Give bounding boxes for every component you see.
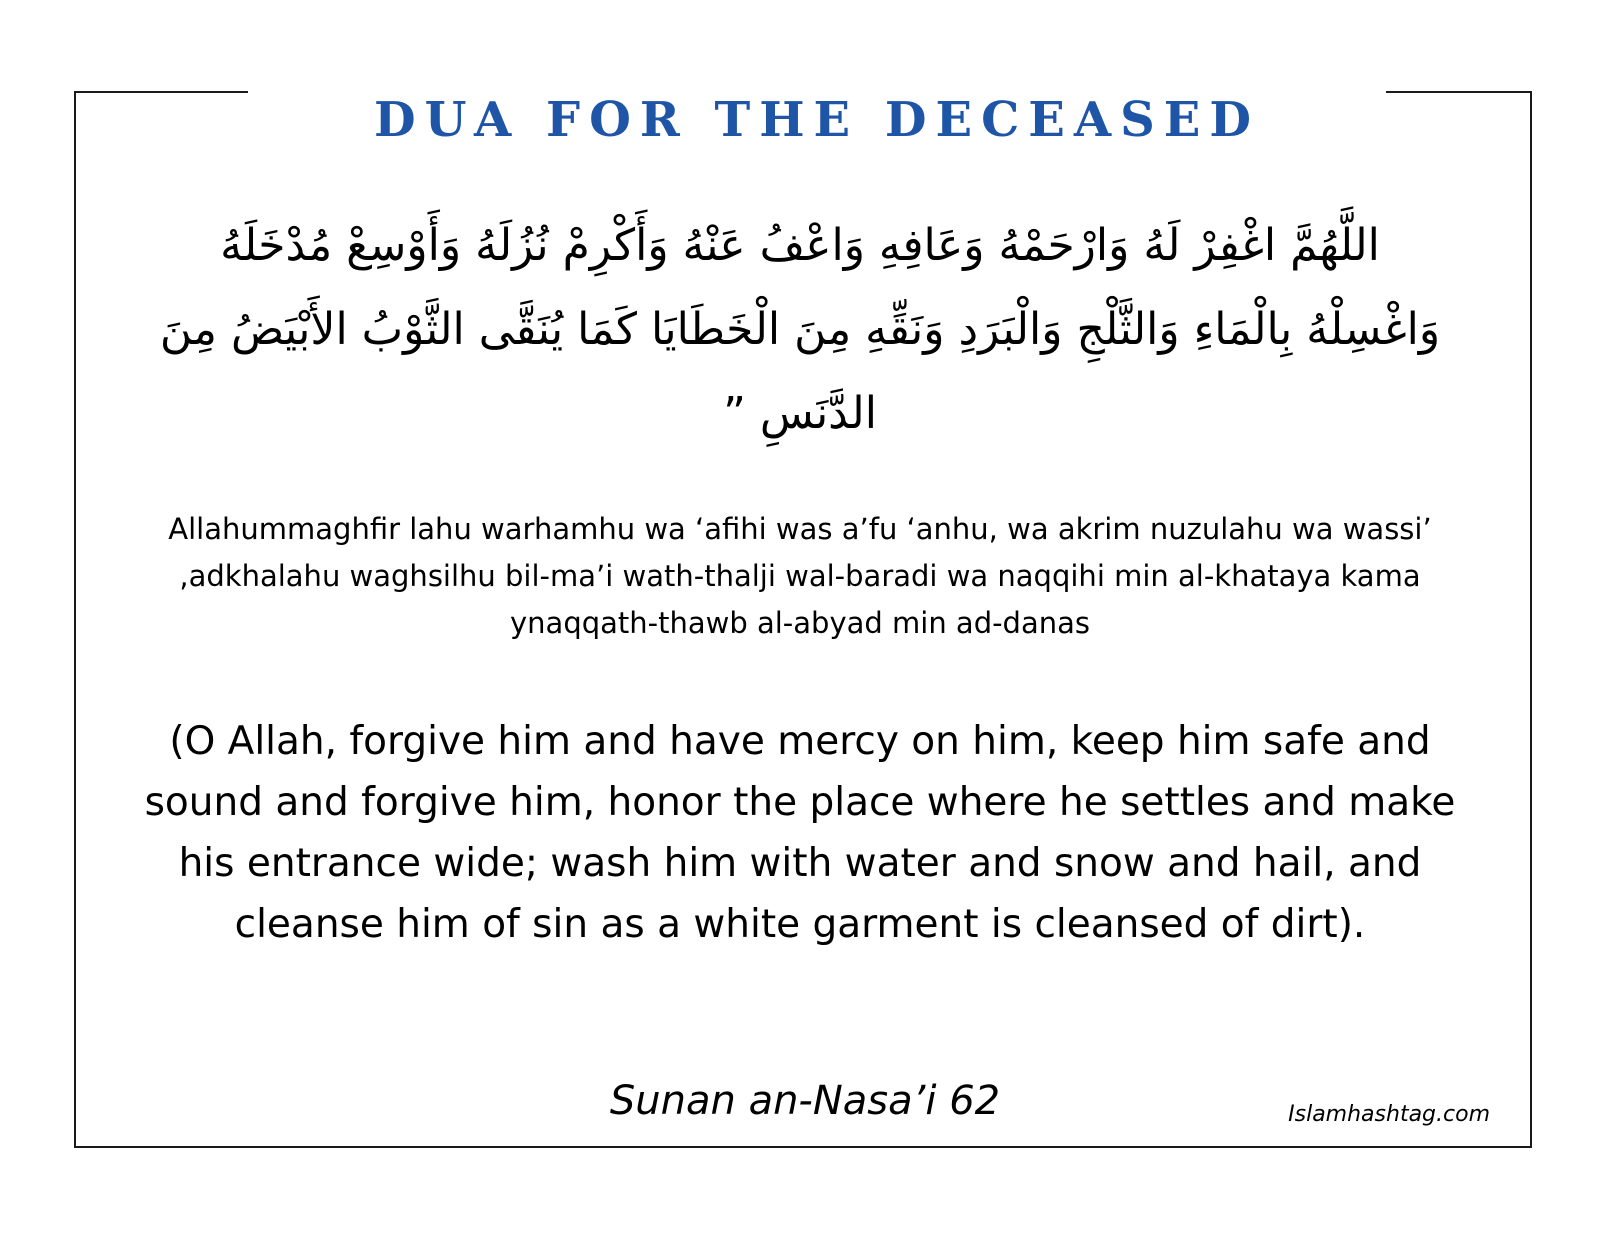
transliteration-text: Allahummaghfir lahu warhamhu wa ‘afihi was a’fu ‘anhu, wa akrim nuzulahu wa wassi’ ,adkhalahu waghsilhu bil-ma’i wath-thalji wal-baradi wa naqqihi min al-khataya kama ynaqqath-thawb al-abyad min ad-danas: [168, 512, 1432, 640]
page-title: DUA FOR THE DECEASED: [374, 92, 1260, 148]
hadith-reference: Sunan an-Nasa’i 62: [609, 1078, 1001, 1124]
arabic-dua-text: اللَّهُمَّ اغْفِرْ لَهُ وَارْحَمْهُ وَعَافِهِ وَاعْفُ عَنْهُ وَأَكْرِمْ نُزُلَهُ وَأَوْسِعْ مُدْخَلَهُ وَاغْسِلْهُ بِالْمَاءِ وَالثَّلْجِ وَالْبَرَدِ وَنَقِّهِ مِنَ الْخَطَايَا كَمَا يُنَقَّى الثَّوْبُ الأَبْيَضُ مِنَ الدَّنَسِ ”: [159, 220, 1441, 439]
english-translation-text: (O Allah, forgive him and have mercy on him, keep him safe and sound and forgive him, honor the place where he settles and make his entrance wide; wash him with water and snow and hail, and cleanse him of sin as a white garment is cleansed of dirt).: [144, 719, 1456, 947]
website-watermark: Islamhashtag.com: [1288, 1102, 1490, 1127]
